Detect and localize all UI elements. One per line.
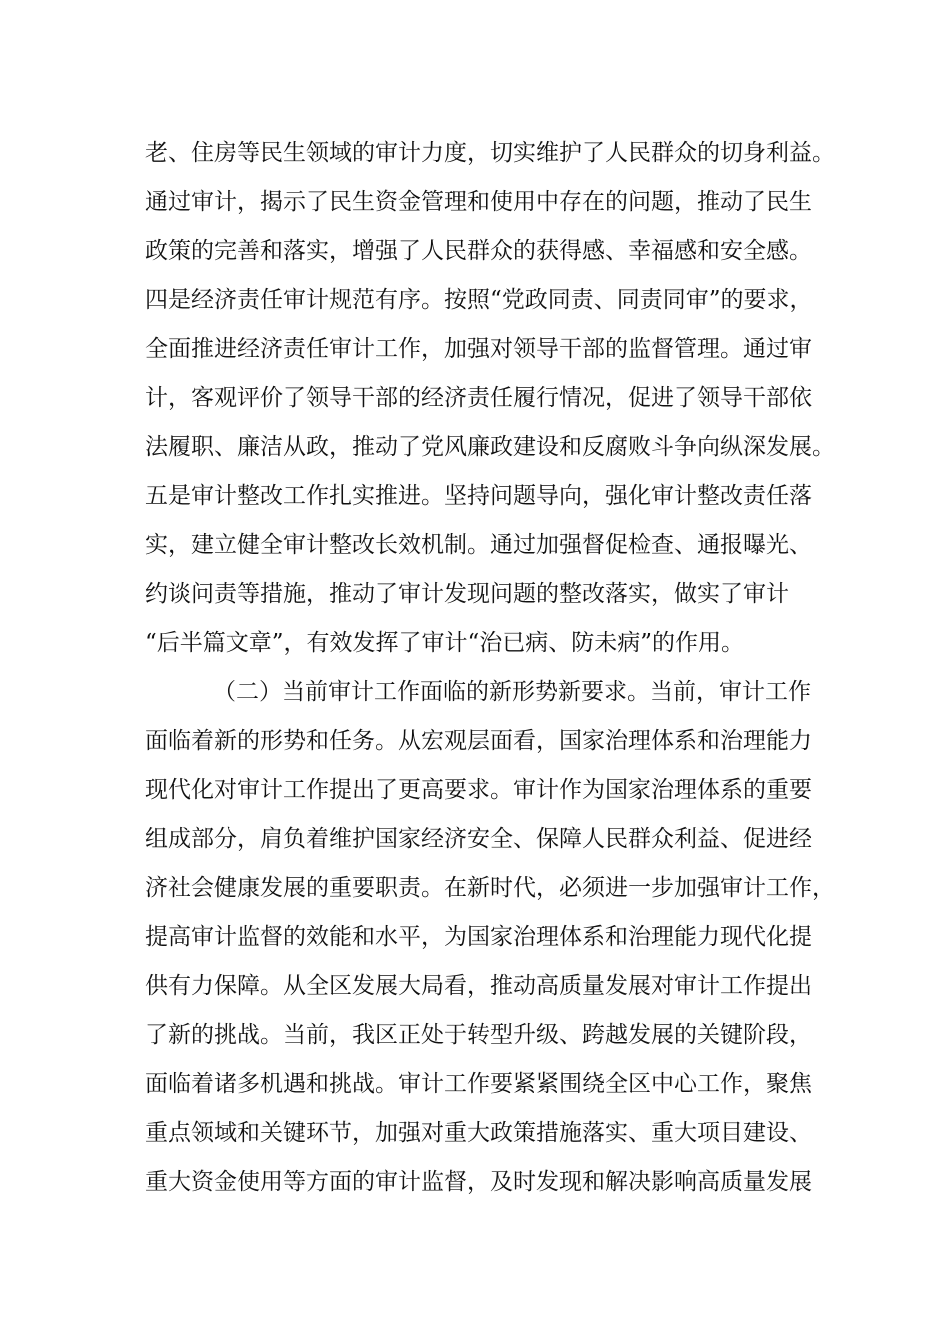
text-line: 面临着新的形势和任务。从宏观层面看，国家治理体系和治理能力 <box>145 728 812 754</box>
text-line: 老、住房等民生领域的审计力度，切实维护了人民群众的切身利益。 <box>145 140 835 166</box>
text-line: 供有力保障。从全区发展大局看，推动高质量发展对审计工作提出 <box>145 973 812 999</box>
text-line: 四是经济责任审计规范有序。按照“党政同责、同责同审”的要求， <box>145 287 813 313</box>
text-line: 五是审计整改工作扎实推进。坚持问题导向，强化审计整改责任落 <box>145 483 812 509</box>
text-line: 提高审计监督的效能和水平，为国家治理体系和治理能力现代化提 <box>145 924 812 950</box>
text-line: 现代化对审计工作提出了更高要求。审计作为国家治理体系的重要 <box>145 777 812 803</box>
text-line: 政策的完善和落实，增强了人民群众的获得感、幸福感和安全感。 <box>145 238 812 264</box>
text-line: 济社会健康发展的重要职责。在新时代，必须进一步加强审计工作， <box>145 875 835 901</box>
text-line: 约谈问责等措施，推动了审计发现问题的整改落实，做实了审计 <box>145 581 789 607</box>
text-line: 通过审计，揭示了民生资金管理和使用中存在的问题，推动了民生 <box>145 189 812 215</box>
text-line: “后半篇文章”，有效发挥了审计“治已病、防未病”的作用。 <box>145 630 745 656</box>
text-line: 计，客观评价了领导干部的经济责任履行情况，促进了领导干部依 <box>145 385 812 411</box>
text-line: 面临着诸多机遇和挑战。审计工作要紧紧围绕全区中心工作，聚焦 <box>145 1071 812 1097</box>
section-heading-line: （二）当前审计工作面临的新形势新要求。当前，审计工作 <box>213 679 811 705</box>
text-line: 全面推进经济责任审计工作，加强对领导干部的监督管理。通过审 <box>145 336 812 362</box>
text-line: 重点领域和关键环节，加强对重大政策措施落实、重大项目建设、 <box>145 1120 812 1146</box>
text-line: 组成部分，肩负着维护国家经济安全、保障人民群众利益、促进经 <box>145 826 812 852</box>
text-line: 法履职、廉洁从政，推动了党风廉政建设和反腐败斗争向纵深发展。 <box>145 434 835 460</box>
text-line: 了新的挑战。当前，我区正处于转型升级、跨越发展的关键阶段， <box>145 1022 812 1048</box>
text-line: 实，建立健全审计整改长效机制。通过加强督促检查、通报曝光、 <box>145 532 812 558</box>
text-line: 重大资金使用等方面的审计监督，及时发现和解决影响高质量发展 <box>145 1169 812 1195</box>
